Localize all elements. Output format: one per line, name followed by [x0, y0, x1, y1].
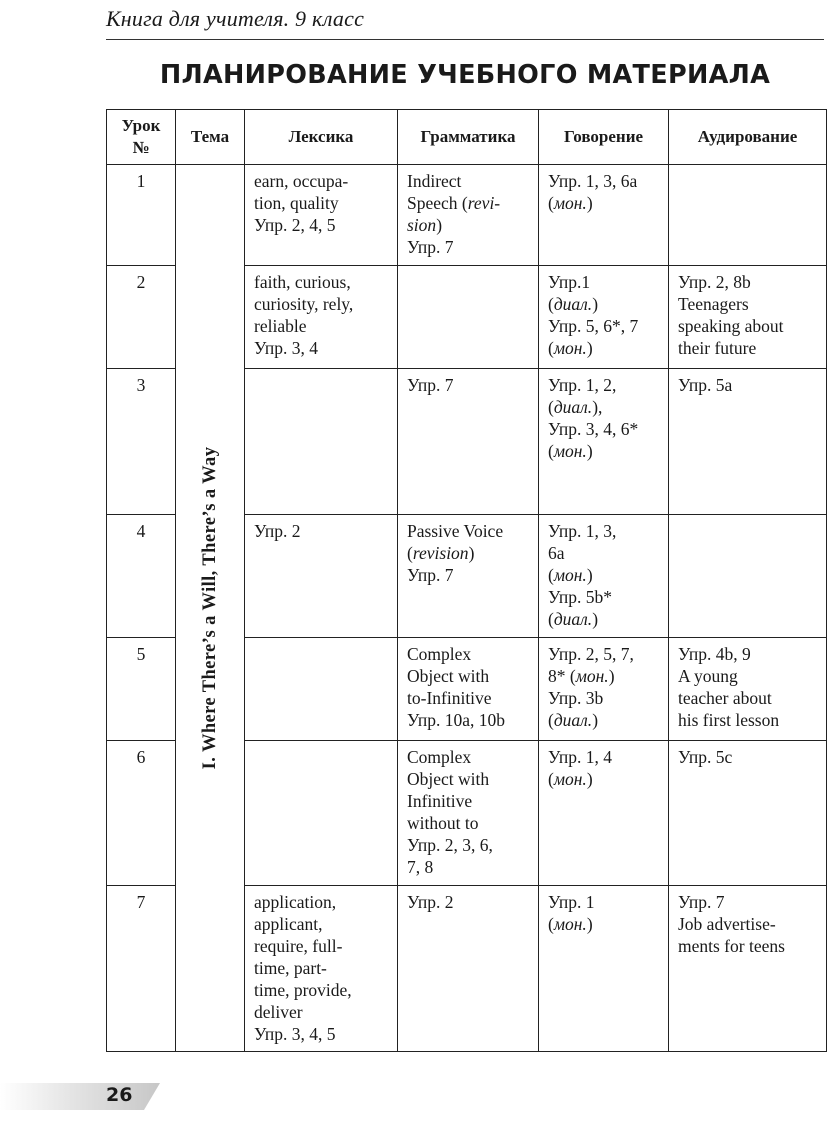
vocabulary-cell: Упр. 2 — [245, 515, 398, 638]
header-grammar: Грамматика — [398, 110, 539, 165]
header-speaking: Говорение — [539, 110, 669, 165]
lesson-number: 7 — [107, 886, 176, 1052]
speaking-cell: Упр.1 (диал.) Упр. 5, 6*, 7 (мон.) — [539, 266, 669, 369]
table-row — [107, 165, 827, 266]
listening-cell: Упр. 4b, 9 A young teacher about his first lesson — [669, 638, 827, 741]
speaking-cell: Упр. 1, 4 (мон.) — [539, 741, 669, 886]
lesson-number: 4 — [107, 515, 176, 638]
page-number-tab — [0, 1083, 160, 1110]
header-rule — [106, 39, 824, 40]
table-header-row — [107, 110, 827, 165]
header-listening: Аудирование — [669, 110, 827, 165]
listening-cell — [669, 165, 827, 266]
vocabulary-cell — [245, 741, 398, 886]
listening-cell: Упр. 5с — [669, 741, 827, 886]
listening-cell: Упр. 5а — [669, 369, 827, 515]
topic-title: I. Where There’s a Will, There’s a Way — [200, 446, 220, 770]
grammar-cell: Indirect Speech (revi- sion) Упр. 7 — [398, 165, 539, 266]
vocabulary-cell — [245, 638, 398, 741]
lesson-number: 5 — [107, 638, 176, 741]
running-head: Книга для учителя. 9 класс — [106, 6, 365, 31]
grammar-cell: Упр. 2 — [398, 886, 539, 1052]
lesson-number: 2 — [107, 266, 176, 369]
lesson-number: 6 — [107, 741, 176, 886]
vocabulary-cell: faith, curious, curiosity, rely, reliable Упр. 3, 4 — [245, 266, 398, 369]
grammar-cell: Complex Object with Infinitive without to Упр. 2, 3, 6, 7, 8 — [398, 741, 539, 886]
speaking-cell: Упр. 1, 2, (диал.), Упр. 3, 4, 6* (мон.) — [539, 369, 669, 515]
header-vocabulary: Лексика — [245, 110, 398, 165]
lesson-plan-table — [106, 109, 827, 1052]
listening-cell — [669, 515, 827, 638]
grammar-cell: Complex Object with to-Infinitive Упр. 10а, 10b — [398, 638, 539, 741]
listening-cell: Упр. 2, 8b Teenagers speaking about their future — [669, 266, 827, 369]
speaking-cell: Упр. 1, 3, 6а (мон.) — [539, 165, 669, 266]
speaking-cell: Упр. 2, 5, 7, 8* (мон.) Упр. 3b (диал.) — [539, 638, 669, 741]
listening-cell: Упр. 7 Job advertise- ments for teens — [669, 886, 827, 1052]
speaking-cell: Упр. 1, 3, 6а (мон.) Упр. 5b* (диал.) — [539, 515, 669, 638]
page-number: 26 — [106, 1084, 133, 1106]
vocabulary-cell — [245, 369, 398, 515]
header-topic: Тема — [176, 110, 245, 165]
page-title: ПЛАНИРОВАНИЕ УЧЕБНОГО МАТЕРИАЛА — [159, 60, 771, 90]
grammar-cell: Упр. 7 — [398, 369, 539, 515]
grammar-cell: Passive Voice (revision) Упр. 7 — [398, 515, 539, 638]
speaking-cell: Упр. 1 (мон.) — [539, 886, 669, 1052]
lesson-number: 1 — [107, 165, 176, 266]
topic-cell — [176, 165, 245, 1052]
vocabulary-cell: earn, occupa- tion, quality Упр. 2, 4, 5 — [245, 165, 398, 266]
grammar-cell — [398, 266, 539, 369]
lesson-number: 3 — [107, 369, 176, 515]
vocabulary-cell: application, applicant, require, full- time, part- time, provide, deliver Упр. 3, 4, 5 — [245, 886, 398, 1052]
header-lesson: Урок № — [107, 110, 176, 165]
